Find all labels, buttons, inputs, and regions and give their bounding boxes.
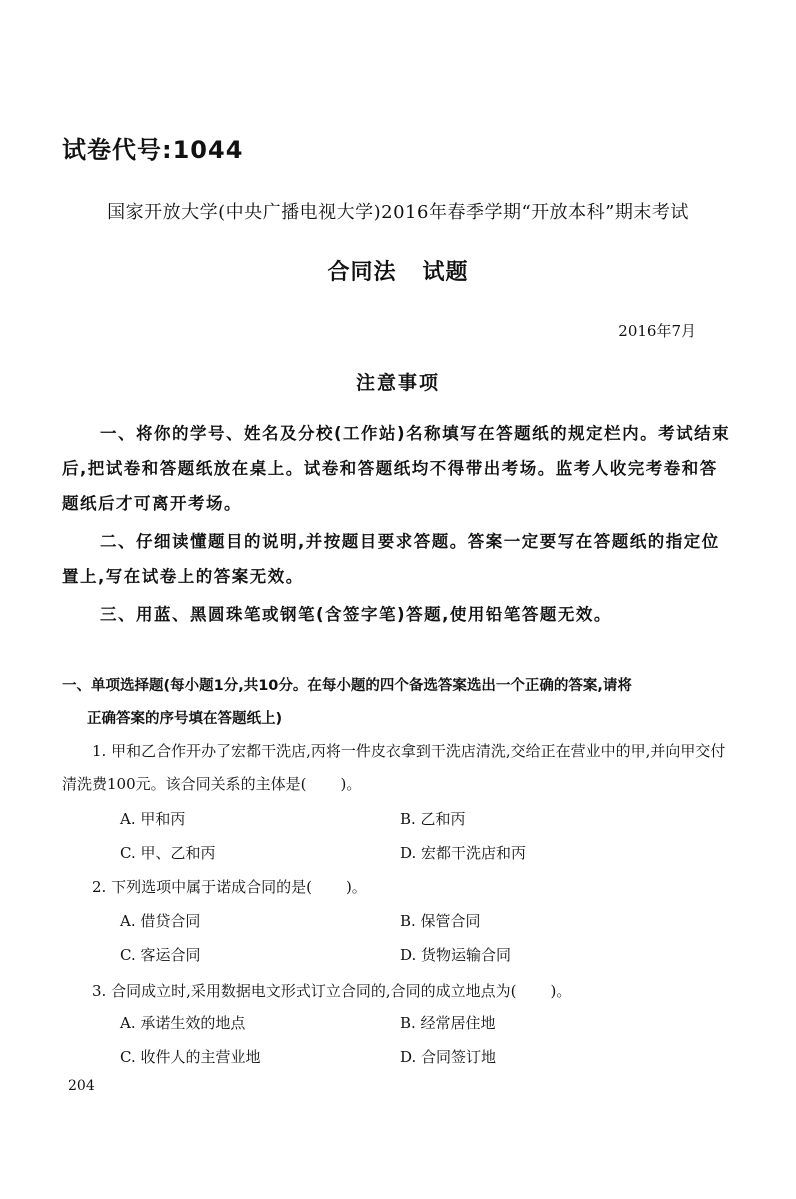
question-1-option-d: D. 宏都干洗店和丙 bbox=[400, 844, 527, 862]
question-1-option-b: B. 乙和丙 bbox=[400, 810, 466, 828]
page-number: 204 bbox=[68, 1078, 95, 1094]
notice-heading: 注意事项 bbox=[355, 372, 440, 394]
question-2-stem-end: )。 bbox=[345, 878, 367, 896]
question-2-option-c: C. 客运合同 bbox=[120, 946, 201, 964]
school-exam-line: 国家开放大学(中央广播电视大学)2016年春季学期“开放本科”期末考试 bbox=[107, 202, 689, 223]
section-1-heading bbox=[62, 670, 734, 736]
notice-item-2: 二、仔细读懂题目的说明,并按题目要求答题。答案一定要写在答题纸的指定位置上,写在试卷上的答案无效。 bbox=[62, 532, 720, 586]
paper-code: 试卷代号:1044 bbox=[62, 136, 244, 164]
subject-suffix: 试题 bbox=[422, 260, 469, 285]
question-1-option-a: A. 甲和丙 bbox=[120, 810, 186, 828]
exam-date: 2016年7月 bbox=[618, 322, 696, 340]
question-3-option-d: D. 合同签订地 bbox=[400, 1048, 497, 1066]
notice-item-3: 三、用蓝、黑圆珠笔或钢笔(含签字笔)答题,使用铅笔答题无效。 bbox=[100, 605, 612, 624]
question-3-option-c: C. 收件人的主营业地 bbox=[120, 1048, 261, 1066]
notice-item-1: 一、将你的学号、姓名及分校(工作站)名称填写在答题纸的规定栏内。考试结束后,把试卷和答题纸放在桌上。试卷和答题纸均不得带出考场。监考人收完考卷和答题纸后才可离开考场。 bbox=[62, 424, 731, 513]
question-2 bbox=[62, 871, 734, 904]
subject-name: 合同法 bbox=[327, 260, 397, 285]
question-2-stem-text: 2. 下列选项中属于诺成合同的是( bbox=[92, 878, 312, 896]
question-2-options bbox=[120, 904, 680, 972]
question-1-stem-text: 1. 甲和乙合作开办了宏都干洗店,丙将一件皮衣拿到干洗店清洗,交给正在营业中的甲,并向甲交付清洗费100元。该合同关系的主体是( bbox=[62, 742, 726, 793]
question-1-option-c: C. 甲、乙和丙 bbox=[120, 844, 216, 862]
question-2-option-b: B. 保管合同 bbox=[400, 912, 481, 930]
question-2-stem bbox=[62, 871, 734, 904]
section-1-heading-line-1: 一、单项选择题(每小题1分,共10分。在每小题的四个备选答案选出一个正确的答案,请将 bbox=[62, 678, 632, 694]
question-1 bbox=[62, 735, 734, 801]
question-3 bbox=[62, 975, 734, 1008]
question-3-stem-text: 3. 合同成立时,采用数据电文形式订立合同的,合同的成立地点为( bbox=[92, 982, 517, 1000]
question-2-option-a: A. 借贷合同 bbox=[120, 912, 201, 930]
question-3-options bbox=[120, 1006, 680, 1074]
exam-title bbox=[0, 255, 796, 286]
question-1-options bbox=[120, 802, 680, 870]
question-3-stem bbox=[62, 975, 734, 1008]
question-3-option-a: A. 承诺生效的地点 bbox=[120, 1014, 246, 1032]
question-3-option-b: B. 经常居住地 bbox=[400, 1014, 496, 1032]
section-1-heading-line-2: 正确答案的序号填在答题纸上) bbox=[87, 711, 283, 727]
question-1-stem-end: )。 bbox=[340, 775, 362, 793]
question-2-option-d: D. 货物运输合同 bbox=[400, 946, 512, 964]
question-3-stem-end: )。 bbox=[550, 982, 572, 1000]
question-1-stem bbox=[62, 735, 734, 801]
